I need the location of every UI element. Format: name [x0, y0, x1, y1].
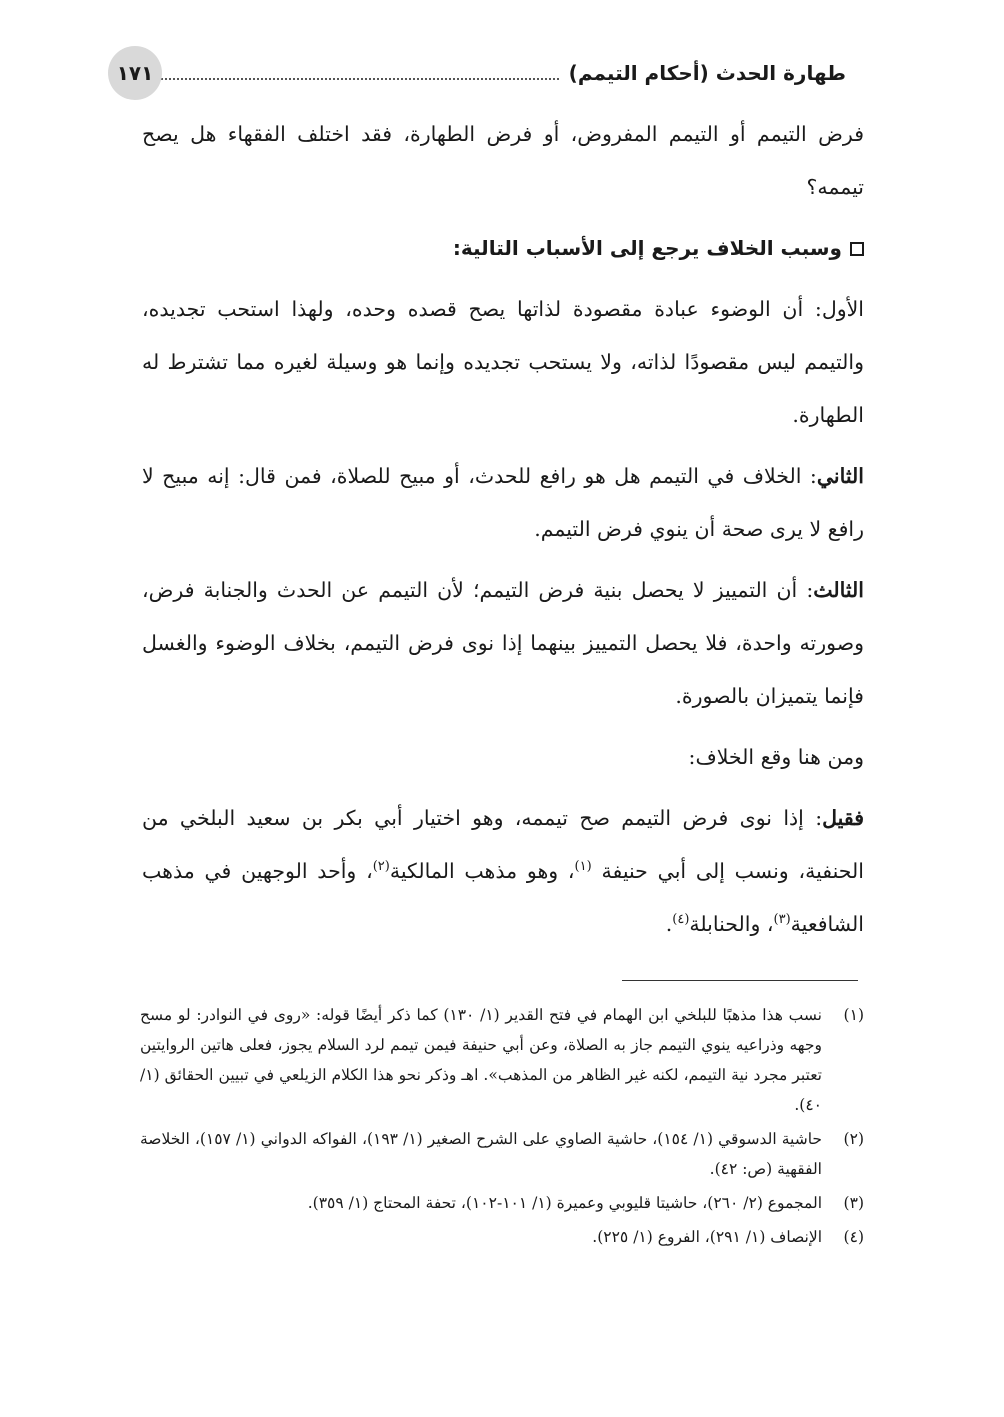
square-bullet-icon [850, 242, 864, 256]
footnote-number: (٤) [843, 1228, 864, 1246]
second-reason-text: : الخلاف في التيمم هل هو رافع للحدث، أو مبيح للصلاة، فمن قال: إنه مبيح لا رافع لا يرى صحة أن ينوي فرض التيمم. [142, 464, 864, 541]
footnote-number: (٣) [843, 1194, 864, 1212]
paragraph-second-reason [142, 450, 864, 556]
running-header [108, 48, 846, 98]
footnote-ref-2[interactable]: (٢) [372, 859, 390, 875]
footnote-item [140, 1000, 864, 1120]
footnote-ref-4[interactable]: (٤) [672, 912, 690, 928]
footnotes [140, 1000, 864, 1256]
section-heading-text: وسبب الخلاف يرجع إلى الأسباب التالية: [452, 236, 842, 260]
section-heading [142, 222, 864, 275]
first-opinion-text-d: ، والحنابلة [689, 912, 774, 936]
footnote-item [140, 1188, 864, 1218]
first-opinion-text-b: ، وهو مذهب المالكية [389, 859, 575, 883]
paragraph-third-reason [142, 564, 864, 723]
footnote-text: حاشية الدسوقي (١/ ١٥٤)، حاشية الصاوي على الشرح الصغير (١/ ١٩٣)، الفواكه الدواني (١/ ١٥٧)، الخلاصة الفقهية (ص: ٤٢). [140, 1130, 822, 1178]
footnote-ref-3[interactable]: (٣) [773, 912, 791, 928]
footnote-item [140, 1222, 864, 1252]
first-opinion-text-c: ، وأحد الوجهين في مذهب الشافعية [142, 859, 864, 936]
second-reason-label: الثاني [816, 464, 864, 488]
third-reason-label: الثالث [813, 578, 864, 602]
paragraph-first-opinion [142, 792, 864, 951]
footnote-text: الإنصاف (١/ ٢٩١)، الفروع (١/ ٢٢٥). [592, 1228, 822, 1246]
footnote-text: المجموع (٢/ ٢٦٠)، حاشيتا قليوبي وعميرة (١/ ١٠١-١٠٢)، تحفة المحتاج (١/ ٣٥٩). [307, 1194, 822, 1212]
footnote-item [140, 1124, 864, 1184]
paragraph-intro: فرض التيمم أو التيمم المفروض، أو فرض الطهارة، فقد اختلف الفقهاء هل يصح تيممه؟ [142, 122, 864, 199]
first-opinion-label: فقيل [822, 806, 864, 830]
footnote-number: (٢) [843, 1130, 864, 1148]
footnote-number: (١) [843, 1006, 864, 1024]
paragraph-first-reason: الأول: أن الوضوء عبادة مقصودة لذاتها يصح قصده وحده، ولهذا استحب تجديده، والتيمم ليس مقصودًا لذاته، ولا يستحب تجديده وإنما هو وسيلة لغيره مما تشترط له الطهارة. [142, 297, 864, 427]
paragraph-disagreement: ومن هنا وقع الخلاف: [688, 745, 864, 769]
footnote-separator [622, 980, 858, 981]
page-number-badge: ١٧١ [108, 46, 162, 100]
footnote-ref-1[interactable]: (١) [574, 859, 592, 875]
footnote-text: نسب هذا مذهبًا للبلخي ابن الهمام في فتح القدير (١/ ١٣٠) كما ذكر أيضًا قوله: «روى في النوادر: لو مسح وجهه وذراعيه ينوي التيمم جاز به الصلاة، وعن أبي حنيفة فيمن تيمم لرد السلام يجوز، فعلى هاتين الروايتين تعتبر مجرد نية التيمم، لكنه غير الظاهر من المذهب». اهـ وذكر نحو هذا الكلام الزيلعي في تبيين الحقائق (١/ ٤٠). [140, 1006, 822, 1114]
chapter-title: طهارة الحدث (أحكام التيمم) [568, 61, 846, 85]
header-dot-leader [118, 78, 559, 80]
main-text [142, 108, 864, 959]
first-opinion-text-a: : إذا نوى فرض التيمم صح تيممه، وهو اختيار أبي بكر بن سعيد البلخي من الحنفية، ونسب إلى أبي حنيفة [142, 806, 864, 883]
first-opinion-text-e: . [665, 912, 673, 936]
third-reason-text: : أن التمييز لا يحصل بنية فرض التيمم؛ لأن التيمم عن الحدث والجنابة فرض، وصورته واحدة، فلا يحصل التمييز بينهما إذا نوى فرض التيمم، بخلاف الوضوء والغسل فإنما يتميزان بالصورة. [142, 578, 864, 708]
